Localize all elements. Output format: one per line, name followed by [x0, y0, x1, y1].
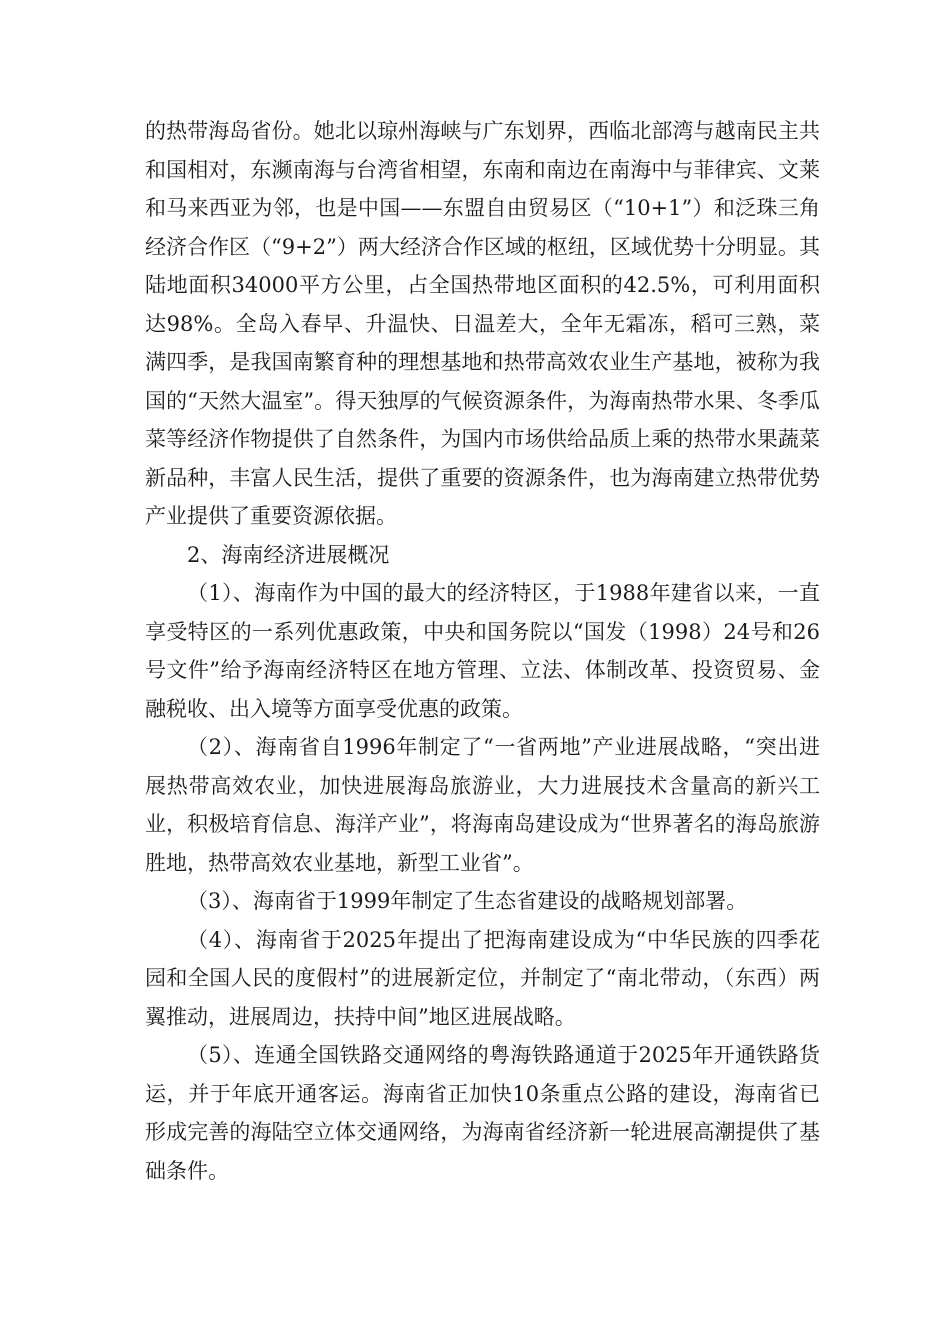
- paragraph-item-3: （3）、海南省于1999年制定了生态省建设的战略规划部署。: [187, 889, 748, 913]
- paragraph-item-1: （1）、海南作为中国的最大的经济特区，于1988年建省以来，一直享受特区的一系列优惠政策，中央和国务院以“国发（1998）24号和26号文件”给予海南经济特区在地方管理、立法、体制改革、投资贸易、金融税收、出入境等方面享受优惠的政策。: [145, 581, 820, 721]
- paragraph-item-4: （4）、海南省于2025年提出了把海南建设成为“中华民族的四季花园和全国人民的度假村”的进展新定位，并制定了“南北带动，（东西）两翼推动，进展周边，扶持中间”地区进展战略。: [145, 927, 820, 1029]
- paragraph-item-2: （2）、海南省自1996年制定了“一省两地”产业进展战略，“突出进展热带高效农业，加快进展海岛旅游业，大力进展技术含量高的新兴工业，积极培育信息、海洋产业”，将海南岛建设成为“世界著名的海岛旅游胜地，热带高效农业基地，新型工业省”。: [145, 735, 820, 875]
- paragraph-hainan-geography: 的热带海岛省份。她北以琼州海峡与广东划界，西临北部湾与越南民主共和国相对，东濒南海与台湾省相望，东南和南边在南海中与菲律宾、文莱和马来西亚为邻，也是中国——东盟自由贸易区（“10+1”）和泛珠三角经济合作区（“9+2”）两大经济合作区域的枢纽，区域优势十分明显。其陆地面积34000平方公里，占全国热带地区面积的42.5%，可利用面积达98%。全岛入春早、升温快、日温差大，全年无霜冻，稻可三熟，菜满四季，是我国南繁育种的理想基地和热带高效农业生产基地，被称为我国的“天然大温室”。得天独厚的气候资源条件，为海南热带水果、冬季瓜菜等经济作物提供了自然条件，为国内市场供给品质上乘的热带水果蔬菜新品种，丰富人民生活，提供了重要的资源条件，也为海南建立热带优势产业提供了重要资源依据。: [145, 119, 820, 528]
- section-heading-economy: 2、海南经济进展概况: [187, 542, 390, 567]
- document-body: [145, 112, 820, 1190]
- paragraph-item-5: （5）、连通全国铁路交通网络的粤海铁路通道于2025年开通铁路货运，并于年底开通客运。海南省正加快10条重点公路的建设，海南省已形成完善的海陆空立体交通网络，为海南省经济新一轮进展高潮提供了基础条件。: [145, 1043, 820, 1183]
